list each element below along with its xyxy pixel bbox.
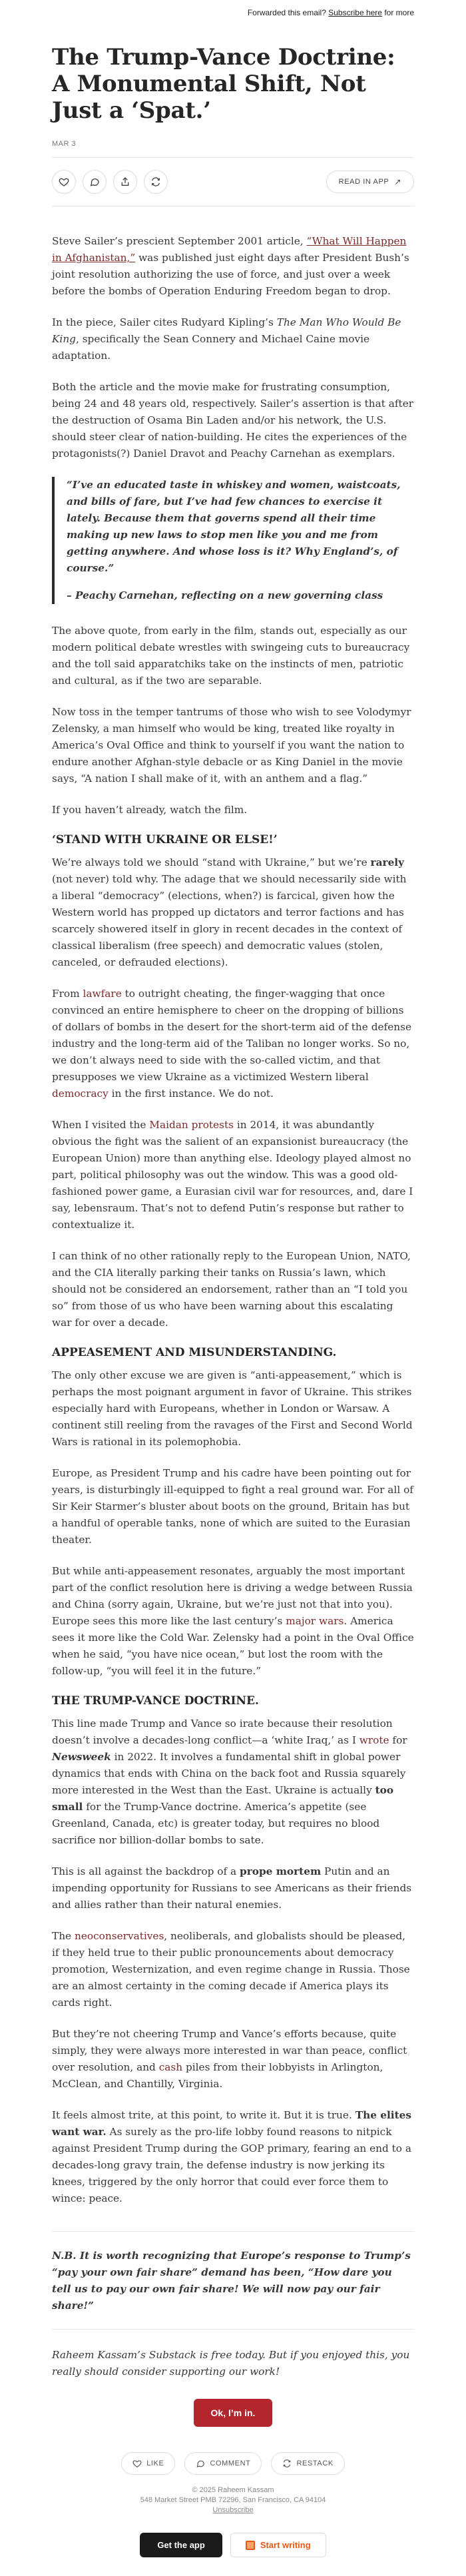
text: in the first instance. We do not. [108, 1088, 274, 1100]
footer-comment-button[interactable] [184, 2452, 262, 2475]
text: . America sees it more like the Cold War. Zelensky had a point in the Oval Office when he said, “you have nice ocean,” but lost the room with the follow-up, “you will feel it in the future.” [52, 1615, 414, 1677]
article-link[interactable]: lawfare [83, 988, 122, 1000]
text: for [389, 1734, 407, 1746]
paragraph [52, 1928, 414, 2011]
cta-wrap [52, 2399, 414, 2427]
text: Putin and an impending opportunity for Russians to see Americans as their friends and allies rather than their natural enemies. [52, 1865, 412, 1911]
article-link[interactable]: Maidan protests [149, 1119, 234, 1131]
subscribe-cta-button[interactable]: Ok, I’m in. [194, 2399, 273, 2427]
text: The [52, 1930, 75, 1942]
paragraph [52, 854, 414, 971]
divider [52, 2329, 414, 2330]
text: was published just eight days after President Bush’s joint resolution authorizing the use of force, and just over a week before the bombs of Operation Enduring Freedom began to drop. [52, 252, 409, 297]
quote-text: “I’ve an educated taste in whiskey and women, waistcoats, and bills of fare, but I’ve had few chances to exercise it lately. Because them that governs spend all their time making up new laws to stop men like you and me from getting anywhere. And whose loss is it? Why England’s, of course.” [67, 479, 401, 574]
footer-like-button[interactable] [121, 2452, 175, 2475]
restack-button[interactable] [144, 170, 168, 194]
paragraph [52, 986, 414, 1102]
address-text: 548 Market Street PMB 72296, San Francisco, CA 94104 [140, 2496, 326, 2504]
text: It feels almost trite, at this point, to write it. But it is true. [52, 2109, 355, 2121]
paragraph [52, 1863, 414, 1913]
subscribe-link[interactable]: Subscribe here [328, 8, 382, 17]
heart-icon [132, 2459, 142, 2468]
paragraph: I can think of no other rationally reply to the European Union, NATO, and the CIA literally parking their tanks on Russia’s lawn, which should not be considered an endorsement, rather than an “I told you so” from those of us who have been warning about this escalating war for over a decade. [52, 1250, 411, 1329]
share-icon [120, 176, 130, 187]
text: , specifically the Sean Connery and Michael Caine movie adaptation. [52, 333, 370, 362]
unsubscribe-link[interactable]: Unsubscribe [212, 2506, 254, 2514]
pull-quote [52, 477, 414, 604]
text: From [52, 988, 83, 1000]
paragraph [52, 2107, 414, 2207]
text: , neoliberals, and globalists should be pleased, if they held true to their public pronouncements about democracy promotion, Westernization, and even regime change in Russia. Those are an almost certainty in the coming decade if America plays its cards right. [52, 1930, 410, 2009]
article-link[interactable]: democracy [52, 1088, 109, 1100]
emphasis: too small [52, 1784, 394, 1813]
copyright-text: © 2025 Raheem Kassam [192, 2486, 274, 2494]
section-heading: APPEASEMENT AND MISUNDERSTANDING. [52, 1346, 337, 1359]
text: This is all against the backdrop of a [52, 1865, 240, 1877]
section-heading: ‘STAND WITH UKRAINE OR ELSE!’ [52, 833, 278, 846]
paragraph: The above quote, from early in the film, stands out, especially as our modern political debate wrestles with swingeing cuts to bureaucracy and the toll said apparatchiks take on the instincts of men, patriotic and cultural, as if the two are separable. [52, 625, 410, 687]
like-label: LIKE [146, 2459, 164, 2467]
like-button[interactable] [52, 170, 76, 194]
paragraph [52, 1716, 414, 1849]
text: But while anti-appeasement resonates, arguably the most important part of the conflict resolution here is driving a wedge between Russia and China (sorry again, Ukraine, but we’re just not that into you). Europe sees this more like the last century’s [52, 1565, 413, 1627]
text: in 2014, it was abundantly obvious the fight was the salient of an expansionist bureaucracy (the European Union) more than anything else. Ideology played almost no part, political philosophy was out the window. This was a good old-fashioned power game, a Eurasian civil war for resources, and, dare I say, lebensraum. That’s not to defend Putin’s response but rather to contextualize it. [52, 1119, 413, 1231]
share-button[interactable] [113, 170, 137, 194]
app-buttons [52, 2533, 414, 2576]
emphasis: The elites want war. [52, 2109, 412, 2138]
article-link[interactable]: major wars [286, 1615, 344, 1627]
article-link[interactable]: wrote [359, 1734, 389, 1746]
read-in-app-label: READ IN APP [338, 178, 389, 186]
post-date: MAR 3 [52, 140, 77, 148]
text: for the Trump-Vance doctrine. America’s appetite (see Greenland, Canada, etc) is greater today, but requires no blood sacrifice nor billion-dollar bombs to sate. [52, 1801, 380, 1846]
text: In the piece, Sailer cites Rudyard Kipling’s [52, 316, 277, 328]
restack-label: RESTACK [296, 2459, 334, 2467]
quote-attribution: – Peachy Carnehan, reflecting on a new governing class [67, 589, 383, 601]
forward-text: Forwarded this email? [247, 8, 326, 17]
text: piles from their lobbyists in Arlington, McClean, and Chantilly, Virginia. [52, 2061, 383, 2090]
article-link[interactable]: “What Will Happen in Afghanistan,” [52, 235, 407, 264]
paragraph: Both the article and the movie make for frustrating consumption, being 24 and 48 years old, respectively. Sailer’s assertion is that after the destruction of Osama Bin Laden and/or his network, the U.S. should steer clear of nation-building. He cites the experiences of the protagonists(?) Daniel Dravot and Peachy Carnehan as exemplars. [52, 381, 414, 460]
emphasis: rarely [370, 856, 405, 868]
article-link[interactable]: cash [158, 2061, 183, 2073]
restack-icon [282, 2459, 292, 2468]
comment-icon [89, 176, 100, 187]
paragraph: The only other excuse we are given is “anti-appeasement,” which is perhaps the most poignant argument in favor of Ukraine. This strikes especially hard with Europeans, whether in London or Warsaw. A continent still reeling from the ravages of the First and Second World Wars is rational in its polemophobia. [52, 1369, 413, 1448]
paragraph: Now toss in the temper tantrums of those who wish to see Volodymyr Zelensky, a man himself who would be king, treated like royalty in America’s Oval Office and think to yourself if you want the nation to endure another Afghan-style debacle or as King Daniel in the movie says, “A nation I shall make of it, with an anthem and a flag.” [52, 706, 411, 785]
article-body [52, 233, 414, 2380]
footer-actions [52, 2452, 414, 2475]
comment-icon [196, 2459, 205, 2468]
section-heading: THE TRUMP-VANCE DOCTRINE. [52, 1694, 259, 1708]
publication-name: Newsweek [52, 1751, 111, 1763]
paragraph: If you haven’t already, watch the film. [52, 804, 248, 816]
text: (not never) told why. The adage that we should necessarily side with a liberal “democracy” (elections, when?) is farcical, given how the Western world has propped up dictators and terror factions and has scarcely showered itself in glory in recent decades in the context of classical liberalism (free speech) and democratic values (stolen, canceled, or defrauded elections). [52, 873, 407, 968]
text: When I visited the [52, 1119, 150, 1131]
text: Steve Sailer’s prescient September 2001 article, [52, 235, 307, 247]
comment-button[interactable] [83, 170, 107, 194]
article-link[interactable]: neoconservatives [74, 1930, 164, 1942]
paragraph [52, 1563, 414, 1680]
footer-copyright [52, 2485, 414, 2515]
start-writing-label: Start writing [260, 2540, 311, 2550]
post-actions [52, 158, 414, 206]
divider [52, 2231, 414, 2232]
get-app-button[interactable]: Get the app [140, 2533, 222, 2557]
text: This line made Trump and Vance so irate because their resolution doesn’t involve a decades-long conflict—a ‘white Iraq,’ as I [52, 1718, 393, 1746]
paragraph [52, 314, 414, 364]
paragraph: Europe, as President Trump and his cadre have been pointing out for years, is disturbingly ill-equipped to fight a real ground war. For all of Sir Keir Starmer’s bluster about boots on the ground, Britain has but a handful of operable tanks, none of which are suited to the Eurasian theater. [52, 1467, 413, 1546]
restack-icon [150, 176, 161, 187]
forward-suffix: for more [384, 8, 414, 17]
text: But they’re not cheering Trump and Vance’s efforts because, quite simply, they were always more interested in war than peace, conflict over resolution, and [52, 2028, 407, 2073]
nb-note: N.B. It is worth recognizing that Europe’s response to Trump’s “pay your own fair share” demand has been, “How dare you tell us to pay our own fair share! We will now pay our fair share!” [52, 2250, 411, 2312]
start-writing-button[interactable] [230, 2533, 326, 2557]
footer-restack-button[interactable] [271, 2452, 344, 2475]
arrow-up-right-icon: ↗ [394, 177, 401, 186]
paragraph [52, 233, 414, 300]
post-title[interactable]: The Trump-Vance Doctrine: A Monumental Shift, Not Just a ‘Spat.’ [52, 44, 395, 124]
film-title: The Man Who Would Be King [52, 316, 401, 345]
comment-label: COMMENT [210, 2459, 251, 2467]
paragraph [52, 1117, 414, 1233]
heart-icon [59, 176, 69, 187]
read-in-app-button[interactable] [326, 170, 414, 193]
emphasis: prope mortem [240, 1865, 322, 1877]
forward-banner [52, 0, 414, 20]
support-text: Raheem Kassam’s Substack is free today. But if you enjoyed this, you really should consider supporting our work! [52, 2349, 410, 2378]
text: As surely as the pro-life lobby found reasons to nitpick against President Trump during the GOP primary, fearing an end to a decades-long gravy train, the defense industry is now jerking its knees, triggered by the only horror that could ever force them to wince: peace. [52, 2126, 411, 2204]
pen-icon [246, 2541, 255, 2550]
text: in 2022. It involves a fundamental shift in global power dynamics that ends with China on the back foot and Russia squarely more interested in the West than the East. Ukraine is actually [52, 1751, 406, 1796]
paragraph [52, 2026, 414, 2093]
text: We’re always told we should “stand with Ukraine,” but we’re [52, 856, 371, 868]
text: to outright cheating, the finger-wagging that once convinced an entire hemisphere to cheer on the dropping of billions of dollars of bombs in the desert for the short-term aid of the defense industry and the long-term aid of the Taliban no longer works. So no, we don’t always need to side with the so-called victim, and that presupposes we view Ukraine as a victimized Western liberal [52, 988, 412, 1083]
